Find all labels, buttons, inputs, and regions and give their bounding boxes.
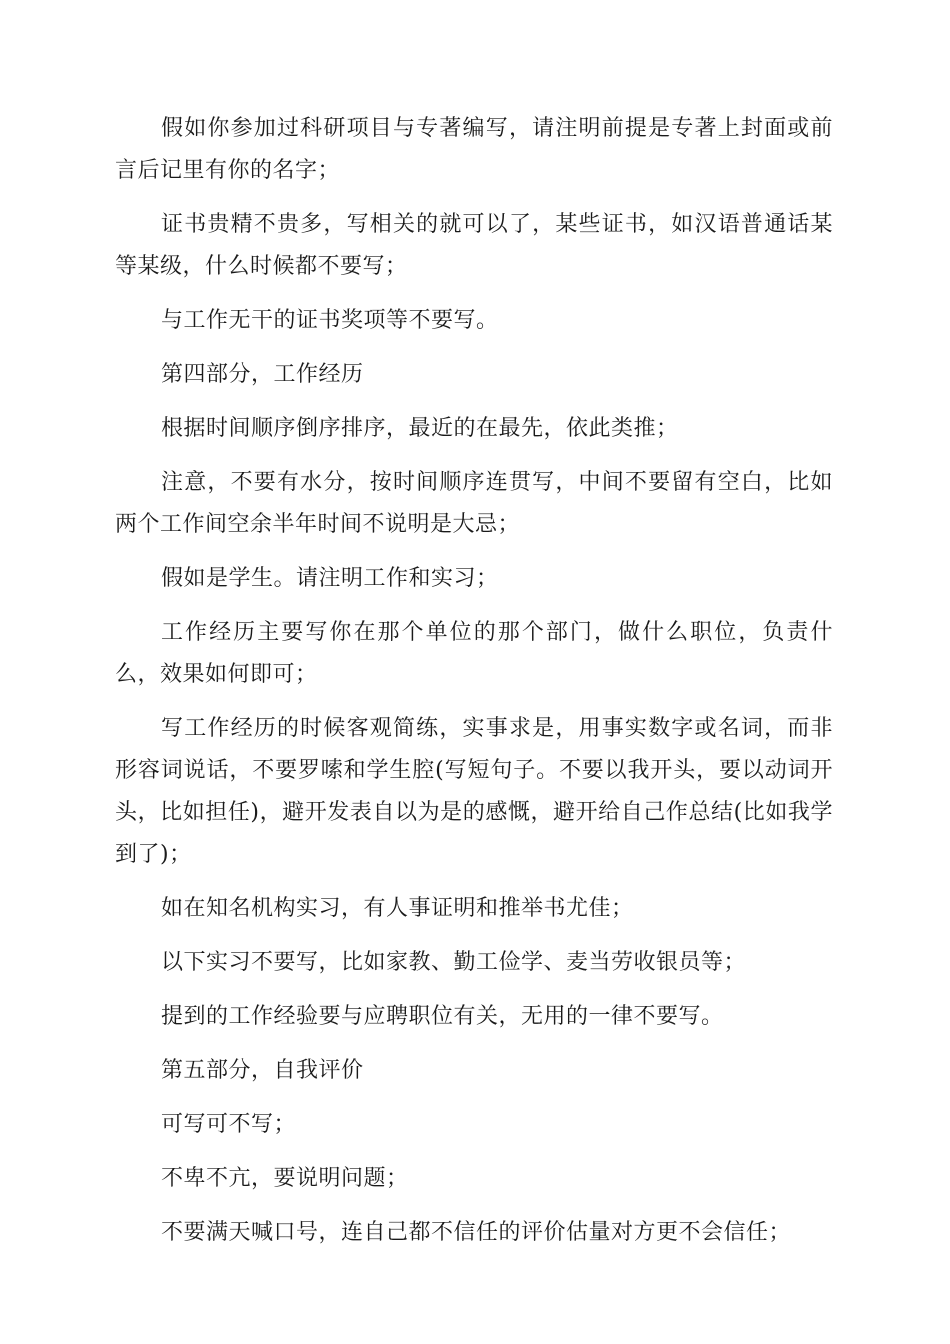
- paragraph-writing-style: 写工作经历的时候客观简练，实事求是，用事实数字或名词，而非形容词说话，不要罗嗦和学生腔(写短句子。不要以我开头，要以动词开头，比如担任)，避开发表自以为是的感慨，避开给自己作总结(比如我学到了)；: [115, 716, 833, 867]
- paragraph-relevant-experience: 提到的工作经验要与应聘职位有关，无用的一律不要写。: [161, 1004, 724, 1029]
- paragraph-thesis-note: 假如你参加过科研项目与专著编写，请注明前提是专著上封面或前言后记里有你的名字；: [115, 116, 833, 183]
- paragraph-reverse-order: 根据时间顺序倒序排序，最近的在最先，依此类推；: [161, 416, 679, 441]
- paragraph-skip-internships: 以下实习不要写，比如家教、勤工俭学、麦当劳收银员等；: [161, 950, 747, 975]
- paragraph-unrelated-awards: 与工作无干的证书奖项等不要写。: [161, 308, 499, 333]
- paragraph-no-gaps: 注意，不要有水分，按时间顺序连贯写，中间不要留有空白，比如两个工作间空余半年时间不说明是大忌；: [115, 470, 833, 537]
- section-heading-work-experience: 第四部分，工作经历: [161, 362, 364, 387]
- paragraph-work-content: 工作经历主要写你在那个单位的那个部门，做什么职位，负责什么，效果如何即可；: [115, 620, 833, 687]
- paragraph-no-slogans: 不要满天喊口号，连自己都不信任的评价估量对方更不会信任；: [161, 1220, 792, 1245]
- paragraph-optional: 可写可不写；: [161, 1112, 297, 1137]
- paragraph-students: 假如是学生。请注明工作和实习；: [161, 566, 499, 591]
- section-heading-self-evaluation: 第五部分，自我评价: [161, 1058, 364, 1083]
- paragraph-famous-internship: 如在知名机构实习，有人事证明和推举书尤佳；: [161, 896, 634, 921]
- document-body: [115, 108, 833, 1266]
- paragraph-humble: 不卑不亢，要说明问题；: [161, 1166, 409, 1191]
- paragraph-certificates: 证书贵精不贵多，写相关的就可以了，某些证书，如汉语普通话某等某级，什么时候都不要写；: [115, 212, 833, 279]
